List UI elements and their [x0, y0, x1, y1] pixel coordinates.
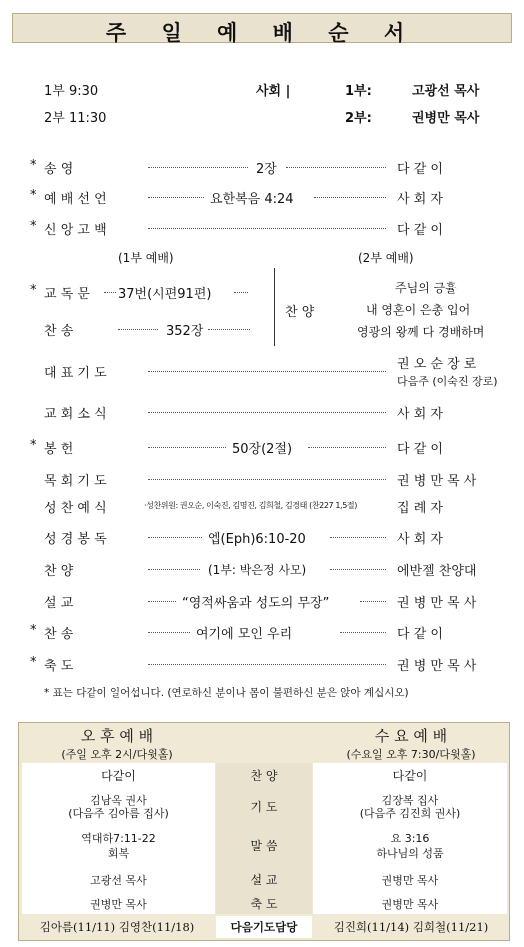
afternoon-title: 오 후 예 배 [80, 727, 154, 745]
order-right: 사 회 자 [397, 407, 443, 422]
afternoon-wednesday-table [18, 722, 510, 941]
dot-leader [148, 537, 202, 538]
dot-leader [330, 537, 386, 538]
required-standing-mark: * [30, 188, 37, 203]
order-right: 에반젤 찬양대 [397, 564, 477, 579]
required-standing-mark: * [30, 655, 37, 670]
dot-leader [360, 601, 386, 602]
afternoon-sermon-title: 회복 [107, 847, 130, 860]
order-right: 사 회 자 [397, 532, 443, 547]
row-label: 축 도 [250, 897, 278, 911]
order-right: 다 같 이 [397, 627, 443, 642]
afternoon-scripture: 역대하7:11-22 [81, 832, 156, 845]
dot-leader [148, 167, 248, 168]
order-center: 여기에 모인 우리 [196, 627, 293, 642]
order-right: 다 같 이 [397, 162, 443, 177]
split-header-left: (1부 예배) [118, 251, 174, 265]
second-service-time: 2부 11:30 [44, 111, 107, 126]
order-label: 성 경 봉 독 [44, 532, 107, 547]
footnote: * 표는 다같이 일어섭니다. (연로하신 분이나 몸이 불편하신 분은 앉아 계십시오) [44, 687, 409, 699]
dot-leader [148, 197, 204, 198]
title-bar [12, 13, 512, 43]
afternoon-next-prayer: 김아름(11/11) 김영찬(11/18) [39, 920, 195, 934]
dot-leader [148, 601, 176, 602]
dot-leader [234, 292, 248, 293]
dot-leader [148, 664, 386, 665]
order-center: 엡(Eph)6:10-20 [208, 532, 306, 547]
dot-leader [148, 371, 386, 372]
responsive-reading-label: 교 독 문 [44, 287, 90, 302]
dot-leader [148, 412, 386, 413]
presider-label: 사회 | [256, 84, 291, 99]
order-right: 집 례 자 [397, 501, 443, 516]
row-label: 찬 양 [250, 769, 278, 783]
dot-leader [148, 479, 386, 480]
wednesday-sermon-title: 하나님의 성품 [376, 847, 444, 860]
afternoon-benediction: 권병만 목사 [90, 898, 147, 911]
dot-leader [340, 632, 386, 633]
first-service-time: 1부 9:30 [44, 84, 99, 99]
order-label: 찬 송 [44, 627, 74, 642]
required-standing-mark: * [30, 438, 37, 453]
order-label: 봉 헌 [44, 442, 74, 457]
wednesday-prayer-next: (다음주 김진희 권사) [359, 807, 461, 820]
hymn-value: 352장 [166, 324, 204, 339]
dot-leader [314, 197, 386, 198]
afternoon-header [19, 725, 215, 762]
order-right: 권 병 만 목 사 [397, 474, 477, 489]
dot-leader [148, 447, 226, 448]
order-center: (1부: 박은정 사모) [208, 563, 307, 577]
dot-leader [148, 569, 200, 570]
wednesday-title: 수 요 예 배 [374, 727, 448, 745]
responsive-reading-value: 37번(시편91편) [118, 287, 212, 302]
order-right: 다 같 이 [397, 442, 443, 457]
order-center: ·성찬위원: 권오순, 이숙진, 김명진, 김희철, 김경태 (찬227 1,5절) [144, 501, 357, 510]
required-standing-mark: * [30, 623, 37, 638]
order-label: 성 찬 예 식 [44, 501, 107, 516]
afternoon-prayer-next: (다음주 김아름 집사) [68, 807, 169, 820]
order-right: 권 병 만 목 사 [397, 596, 477, 611]
order-label: 교 회 소 식 [44, 407, 107, 422]
dot-leader [118, 329, 158, 330]
praise-line: 영광의 왕께 다 경배하며 [357, 325, 485, 339]
split-header-right: (2부 예배) [358, 251, 414, 265]
order-right-sub: 다음주 (이숙진 장로) [397, 375, 498, 388]
order-label: 목 회 기 도 [44, 474, 107, 489]
second-presider-name: 권병만 목사 [412, 111, 480, 126]
order-label: 신 앙 고 백 [44, 223, 107, 238]
dot-leader [308, 447, 386, 448]
wednesday-header [313, 725, 509, 762]
order-center: 50장(2절) [232, 442, 293, 457]
praise-line: 주님의 긍휼 [395, 281, 457, 295]
dot-leader [148, 228, 386, 229]
afternoon-preacher: 고광선 목사 [90, 874, 147, 887]
wednesday-next-prayer: 김진희(11/14) 김희철(11/21) [333, 920, 489, 934]
dot-leader [330, 569, 386, 570]
order-label: 송 영 [44, 162, 74, 177]
dot-leader [286, 167, 386, 168]
afternoon-praise: 다같이 [101, 769, 136, 783]
row-label: 말 씀 [250, 839, 278, 853]
praise-label: 찬 양 [285, 305, 315, 320]
wednesday-praise: 다같이 [392, 769, 428, 783]
wednesday-benediction: 권병만 목사 [381, 898, 439, 911]
wednesday-preacher: 권병만 목사 [381, 874, 439, 887]
order-center: 2장 [256, 162, 277, 177]
order-right: 사 회 자 [397, 192, 443, 207]
order-label: 축 도 [44, 659, 74, 674]
afternoon-prayer: 김남옥 권사 [90, 794, 147, 807]
order-label: 예 배 선 언 [44, 192, 107, 207]
praise-line: 내 영혼이 은총 입어 [366, 303, 471, 317]
order-right: 다 같 이 [397, 223, 443, 238]
required-standing-mark: * [30, 283, 37, 298]
required-standing-mark: * [30, 219, 37, 234]
hymn-label: 찬 송 [44, 324, 74, 339]
row-label: 기 도 [250, 800, 278, 814]
row-label: 설 교 [250, 873, 278, 887]
afternoon-subtitle: (주일 오후 2시/다윗홀) [61, 748, 173, 761]
order-right: 권 오 순 장 로 [397, 357, 477, 372]
split-divider [274, 268, 275, 346]
wednesday-prayer: 김장복 집사 [381, 794, 439, 807]
next-prayer-label: 다음기도담당 [216, 916, 312, 938]
dot-leader [208, 329, 250, 330]
order-label: 설 교 [44, 596, 74, 611]
first-presider-name: 고광선 목사 [412, 84, 480, 99]
order-label: 대 표 기 도 [44, 366, 107, 381]
first-presider-label: 1부: [345, 84, 372, 99]
order-center: “영적싸움과 성도의 무장” [182, 596, 330, 611]
wednesday-subtitle: (수요일 오후 7:30/다윗홀) [346, 748, 476, 761]
order-center: 요한복음 4:24 [210, 192, 294, 207]
required-standing-mark: * [30, 158, 37, 173]
order-label: 찬 양 [44, 564, 74, 579]
page-title: 주 일 예 배 순 서 [105, 20, 419, 45]
dot-leader [104, 292, 116, 293]
wednesday-scripture: 요 3:16 [390, 832, 430, 845]
dot-leader [148, 632, 190, 633]
order-right: 권 병 만 목 사 [397, 659, 477, 674]
second-presider-label: 2부: [345, 111, 372, 126]
